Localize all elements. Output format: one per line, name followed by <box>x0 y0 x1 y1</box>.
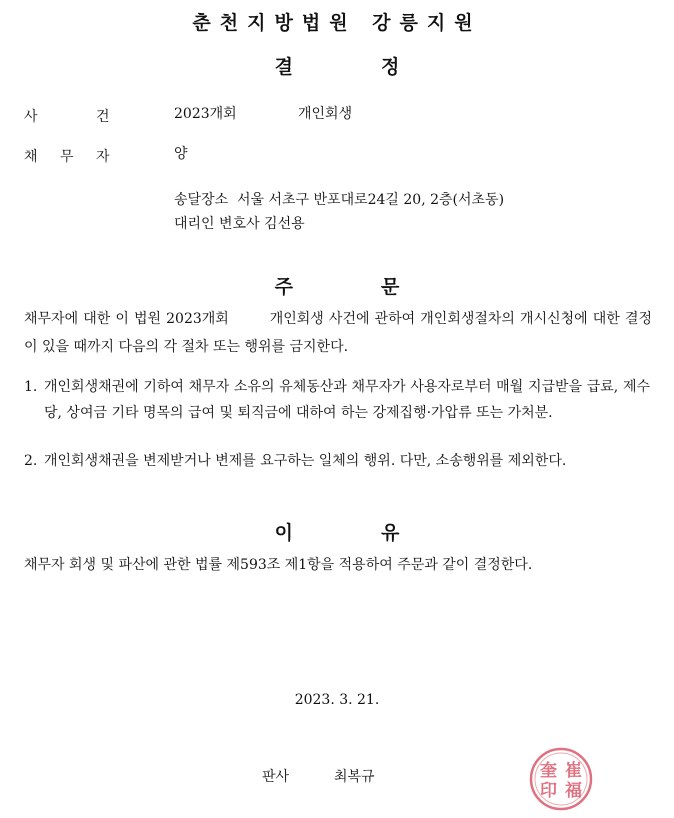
order-item-text: 개인회생채권에 기하여 채무자 소유의 유체동산과 채무자가 사용자로부터 매월 지급받을 급료, 제수당, 상여금 기타 명목의 급여 및 퇴직금에 대하여 하는 강제집행·가압류 또는 가처분. <box>44 379 650 421</box>
seal-glyph: 印 <box>540 781 557 801</box>
debtor-label-char: 무 <box>60 149 74 165</box>
heading-char: 유 <box>381 522 400 544</box>
judge-seal-stamp <box>528 746 594 812</box>
order-intro-paragraph: 채무자에 대한 이 법원 2023개회 개인회생 사건에 관하여 개인회생절차의 개시신청에 대한 결정이 있을 때까지 다음의 각 절차 또는 행위를 금지한다. <box>24 311 652 355</box>
seal-glyph: 福 <box>565 781 582 801</box>
order-heading <box>0 272 674 299</box>
heading-char: 문 <box>381 276 400 298</box>
debtor-label-char: 자 <box>96 149 110 165</box>
case-name: 개인회생 <box>298 106 353 122</box>
order-item-number: 1. <box>24 379 38 395</box>
reason-heading <box>0 518 674 545</box>
judge-name: 최복규 <box>334 769 375 785</box>
seal-icon <box>528 746 594 812</box>
service-address: 송달장소 서울 서초구 반포대로24길 20, 2층(서초동) <box>174 192 505 208</box>
case-label-char: 건 <box>96 109 110 125</box>
judge-role: 판사 <box>262 769 290 785</box>
debtor-agent: 대리인 변호사 김선용 <box>174 216 305 232</box>
heading-char: 이 <box>274 522 293 544</box>
heading-char: 정 <box>381 56 400 78</box>
heading-char: 주 <box>274 276 293 298</box>
heading-char: 결 <box>274 56 293 78</box>
court-name-title: 춘천지방법원 강릉지원 <box>192 12 482 34</box>
order-item-number: 2. <box>24 453 38 469</box>
order-item-text: 개인회생채권을 변제받거나 변제를 요구하는 일체의 행위. 다만, 소송행위를 제외한다. <box>44 453 567 469</box>
case-label-char: 사 <box>24 109 38 125</box>
document-type-heading <box>0 52 674 79</box>
decision-date: 2023. 3. 21. <box>294 692 380 708</box>
debtor-name: 양 <box>174 146 188 162</box>
judge-signature-line <box>262 766 375 786</box>
seal-glyph: 奎 <box>540 761 557 781</box>
seal-glyph: 崔 <box>565 761 582 781</box>
reason-paragraph: 채무자 회생 및 파산에 관한 법률 제593조 제1항을 적용하여 주문과 같이 결정한다. <box>24 557 533 573</box>
case-number: 2023개회 <box>174 106 237 122</box>
debtor-label-char: 채 <box>24 149 38 165</box>
